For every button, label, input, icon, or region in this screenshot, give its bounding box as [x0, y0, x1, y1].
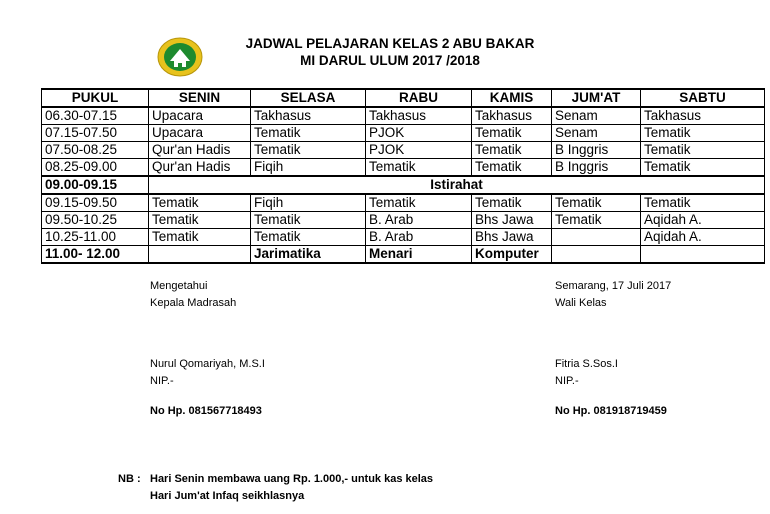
- column-header: JUM'AT: [552, 89, 641, 107]
- table-cell: [552, 246, 641, 264]
- left-signature-phone: No Hp. 081567718493: [150, 405, 262, 417]
- table-cell: [641, 246, 765, 264]
- table-cell: Tematik: [366, 194, 472, 212]
- break-label: Istirahat: [149, 176, 765, 194]
- document-title: JADWAL PELAJARAN KELAS 2 ABU BAKAR: [245, 36, 535, 51]
- right-signature-name: Fitria S.Sos.I: [555, 358, 618, 370]
- time-cell: 07.50-08.25: [42, 142, 149, 159]
- table-cell: Tematik: [641, 159, 765, 177]
- column-header: SELASA: [251, 89, 366, 107]
- table-cell: Senam: [552, 107, 641, 125]
- table-cell: Takhasus: [472, 107, 552, 125]
- school-logo: [157, 37, 203, 77]
- table-cell: Bhs Jawa: [472, 212, 552, 229]
- table-cell: Fiqih: [251, 159, 366, 177]
- time-cell: 07.15-07.50: [42, 125, 149, 142]
- time-cell: 09.50-10.25: [42, 212, 149, 229]
- right-signature-line1: Semarang, 17 Juli 2017: [555, 280, 672, 292]
- note-label: NB :: [118, 473, 141, 485]
- table-cell: Qur'an Hadis: [149, 159, 251, 177]
- table-header-row: [42, 89, 765, 107]
- table-row: [42, 229, 765, 246]
- table-cell: Komputer: [472, 246, 552, 264]
- table-cell: Takhasus: [641, 107, 765, 125]
- table-cell: Takhasus: [366, 107, 472, 125]
- left-signature-line1: Mengetahui: [150, 280, 208, 292]
- table-cell: Tematik: [149, 212, 251, 229]
- table-cell: Tematik: [641, 142, 765, 159]
- table-cell: Menari: [366, 246, 472, 264]
- left-signature-name: Nurul Qomariyah, M.S.I: [150, 358, 265, 370]
- time-cell: 06.30-07.15: [42, 107, 149, 125]
- table-row: [42, 142, 765, 159]
- table-cell: [149, 246, 251, 264]
- table-cell: Senam: [552, 125, 641, 142]
- table-cell: B Inggris: [552, 159, 641, 177]
- table-cell: Aqidah A.: [641, 212, 765, 229]
- table-cell: Jarimatika: [251, 246, 366, 264]
- table-cell: Tematik: [641, 194, 765, 212]
- table-cell: Tematik: [472, 125, 552, 142]
- table-cell: Tematik: [366, 159, 472, 177]
- table-cell: Tematik: [251, 125, 366, 142]
- table-cell: [552, 229, 641, 246]
- time-cell: 09.15-09.50: [42, 194, 149, 212]
- table-cell: Tematik: [552, 194, 641, 212]
- right-signature-phone: No Hp. 081918719459: [555, 405, 667, 417]
- table-cell: Tematik: [251, 212, 366, 229]
- table-cell: Tematik: [641, 125, 765, 142]
- table-cell: Tematik: [472, 142, 552, 159]
- table-cell: Takhasus: [251, 107, 366, 125]
- time-cell: 11.00- 12.00: [42, 246, 149, 264]
- column-header: SENIN: [149, 89, 251, 107]
- table-cell: Tematik: [251, 142, 366, 159]
- table-cell: Tematik: [472, 194, 552, 212]
- column-header: RABU: [366, 89, 472, 107]
- time-cell: 10.25-11.00: [42, 229, 149, 246]
- table-cell: Tematik: [149, 194, 251, 212]
- table-row: [42, 125, 765, 142]
- table-cell: B. Arab: [366, 229, 472, 246]
- table-cell: B. Arab: [366, 212, 472, 229]
- table-row: [42, 159, 765, 177]
- table-cell: Bhs Jawa: [472, 229, 552, 246]
- column-header: PUKUL: [42, 89, 149, 107]
- column-header: KAMIS: [472, 89, 552, 107]
- column-header: SABTU: [641, 89, 765, 107]
- left-signature-line2: Kepala Madrasah: [150, 297, 237, 309]
- table-cell: B Inggris: [552, 142, 641, 159]
- note-line2: Hari Jum'at Infaq seikhlasnya: [150, 490, 305, 502]
- table-row: [42, 212, 765, 229]
- table-cell: Upacara: [149, 107, 251, 125]
- document-subtitle: MI DARUL ULUM 2017 /2018: [300, 53, 480, 68]
- break-time-cell: 09.00-09.15: [42, 176, 149, 194]
- table-cell: PJOK: [366, 142, 472, 159]
- table-row: [42, 107, 765, 125]
- table-cell: Tematik: [472, 159, 552, 177]
- time-cell: 08.25-09.00: [42, 159, 149, 177]
- break-row: [42, 176, 765, 194]
- right-signature-nip: NIP.-: [555, 375, 579, 387]
- table-cell: Fiqih: [251, 194, 366, 212]
- table-cell: PJOK: [366, 125, 472, 142]
- table-row-last: [42, 246, 765, 264]
- table-cell: Upacara: [149, 125, 251, 142]
- table-cell: Qur'an Hadis: [149, 142, 251, 159]
- note-line1: Hari Senin membawa uang Rp. 1.000,- untuk kas kelas: [150, 473, 434, 485]
- left-signature-nip: NIP.-: [150, 375, 174, 387]
- table-cell: Tematik: [251, 229, 366, 246]
- table-cell: Tematik: [552, 212, 641, 229]
- table-row: [42, 194, 765, 212]
- table-cell: Aqidah A.: [641, 229, 765, 246]
- table-cell: Tematik: [149, 229, 251, 246]
- right-signature-line2: Wali Kelas: [555, 297, 607, 309]
- schedule-table: [41, 88, 765, 264]
